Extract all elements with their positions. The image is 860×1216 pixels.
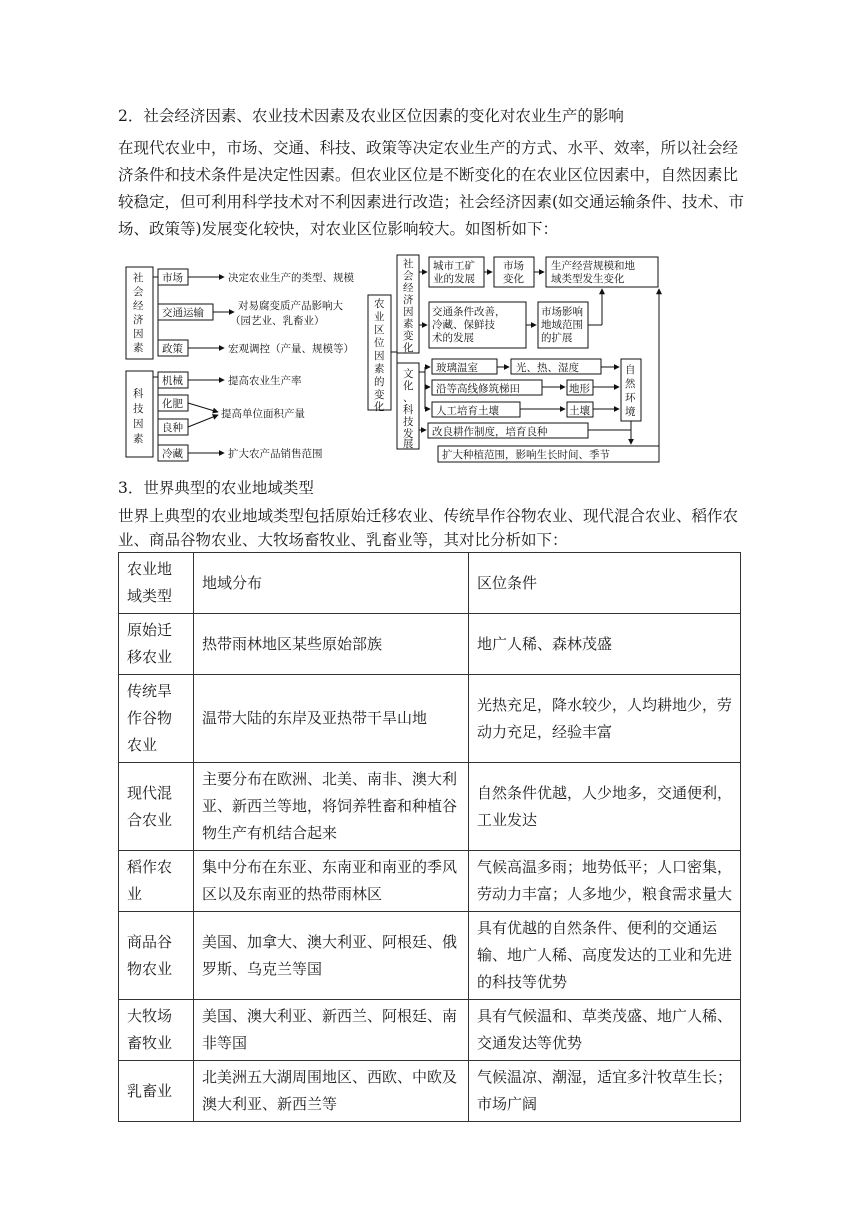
svg-text:素: 素 [374, 363, 385, 375]
svg-text:经: 经 [403, 282, 414, 294]
box-light-heat: 光、热、湿度 [516, 362, 579, 374]
svg-text:境: 境 [625, 406, 636, 418]
svg-text:因: 因 [133, 328, 144, 340]
section2-para-line-1: 在现代农业中，市场、交通、科技、政策等决定农业生产的方式、水平、效率，所以社会经 [118, 139, 739, 157]
row-type: 稻作农业 [119, 851, 194, 912]
table-row [119, 1000, 741, 1061]
svg-text:素: 素 [133, 433, 144, 445]
box-terrace: 沿等高线修筑梯田 [436, 383, 520, 395]
left-group1-label [133, 271, 144, 354]
svg-text:展: 展 [403, 438, 414, 450]
row-conditions: 光热充足，降水较少，人均耕地少，劳动力充足，经验丰富 [469, 675, 741, 763]
svg-text:发: 发 [403, 428, 414, 440]
agriculture-types-table [118, 552, 741, 1122]
svg-text:济: 济 [133, 314, 144, 326]
effect-yield: 提高单位面积产量 [221, 408, 305, 420]
svg-text:、: 、 [403, 392, 414, 404]
table-header-row [119, 553, 741, 614]
svg-text:然: 然 [625, 378, 636, 390]
svg-text:科: 科 [133, 388, 144, 400]
row-distribution: 集中分布在东亚、东南亚和南亚的季风区以及东南亚的热带雨林区 [194, 851, 469, 912]
row-distribution: 温带大陆的东岸及亚热带干旱山地 [194, 675, 469, 763]
header-distribution: 地域分布 [194, 553, 469, 614]
svg-text:环: 环 [625, 392, 636, 404]
svg-text:农: 农 [374, 298, 385, 310]
svg-text:因: 因 [133, 418, 144, 430]
header-conditions: 区位条件 [469, 553, 741, 614]
table-row [119, 675, 741, 763]
box-transport-1: 交通条件改善， [432, 306, 506, 318]
tech-development-label [403, 368, 414, 450]
svg-text:变: 变 [374, 389, 385, 401]
effect-market: 决定农业生产的类型、规模 [228, 272, 354, 284]
box-market-range-3: 的扩展 [541, 332, 573, 344]
table-row [119, 912, 741, 1000]
section2-para-line-2: 济条件和技术条件是决定性因素。但农业区位是不断变化的在农业区位因素中，自然因素比 [118, 166, 739, 184]
left-group2-label [133, 387, 144, 445]
row-distribution: 美国、澳大利亚、新西兰、阿根廷、南非等国 [194, 1000, 469, 1061]
box-city-1: 城市工矿 [433, 260, 475, 272]
box-transport-2: 冷藏、保鲜技 [432, 319, 495, 331]
svg-text:变: 变 [403, 330, 414, 342]
box-result-1: 生产经营规模和地 [551, 260, 635, 272]
row-conditions: 地广人稀、森林茂盛 [469, 614, 741, 675]
root-label [374, 297, 385, 413]
table-row [119, 1061, 741, 1122]
svg-text:社: 社 [403, 258, 414, 270]
svg-text:位: 位 [374, 337, 385, 349]
svg-text:化: 化 [403, 380, 414, 392]
svg-text:会: 会 [403, 270, 414, 282]
box-market-1: 市场 [503, 260, 524, 272]
row-type: 原始迁移农业 [119, 614, 194, 675]
factor-machinery: 机械 [162, 375, 183, 387]
factor-fertilizer: 化肥 [162, 398, 183, 410]
factor-market: 市场 [162, 272, 183, 284]
box-terrain: 地形 [569, 383, 590, 395]
row-type: 商品谷物农业 [119, 912, 194, 1000]
row-distribution: 北美洲五大湖周围地区、西欧、中欧及澳大利亚、新西兰等 [194, 1061, 469, 1122]
section2-para-line-4: 场、政策等)发展变化较快，对农业区位影响较大。如图析如下： [118, 220, 559, 238]
factor-policy: 政策 [162, 343, 183, 355]
svg-text:技: 技 [403, 416, 414, 428]
svg-text:业: 业 [374, 311, 385, 323]
box-city-2: 业的发展 [433, 273, 475, 285]
effect-machinery: 提高农业生产率 [228, 375, 302, 387]
svg-text:济: 济 [403, 294, 414, 306]
section2-para-line-3: 较稳定，但可利用科学技术对不利因素进行改造；社会经济因素(如交通运输条件、技术、市 [118, 193, 745, 211]
svg-text:区: 区 [374, 324, 385, 336]
svg-text:化: 化 [374, 401, 385, 413]
box-market-2: 变化 [503, 273, 524, 285]
svg-text:文: 文 [403, 368, 414, 380]
box-result-2: 域类型发生变化 [551, 273, 625, 285]
table-row [119, 763, 741, 851]
svg-text:因: 因 [374, 350, 385, 362]
effect-cold-storage: 扩大农产品销售范围 [228, 448, 323, 460]
socio-change-label [403, 257, 414, 354]
svg-text:素: 素 [403, 318, 414, 330]
section3-para-line-2: 业、商品谷物农业、大牧场畜牧业、乳畜业等，其对比分析如下： [118, 531, 568, 549]
svg-text:自: 自 [625, 364, 636, 376]
svg-text:的: 的 [374, 376, 385, 388]
row-distribution: 美国、加拿大、澳大利亚、阿根廷、俄罗斯、乌克兰等国 [194, 912, 469, 1000]
factor-seed: 良种 [162, 422, 183, 434]
row-type: 传统旱作谷物农业 [119, 675, 194, 763]
svg-text:社: 社 [133, 272, 144, 284]
row-conditions: 具有气候温和、草类茂盛、地广人稀、交通发达等优势 [469, 1000, 741, 1061]
svg-text:素: 素 [133, 342, 144, 354]
row-conditions: 气候高温多雨；地势低平；人口密集，劳动力丰富；人多地少，粮食需求量大 [469, 851, 741, 912]
table-row [119, 614, 741, 675]
svg-text:科: 科 [403, 404, 414, 416]
svg-text:因: 因 [403, 306, 414, 318]
section3-para-line-1: 世界上典型的农业地域类型包括原始迁移农业、传统旱作谷物农业、现代混合农业、稻作农 [118, 507, 739, 525]
row-type: 乳畜业 [119, 1061, 194, 1122]
svg-text:技: 技 [133, 403, 144, 415]
table-row [119, 851, 741, 912]
box-expand: 扩大种植范围，影响生长时间、季节 [442, 449, 610, 461]
row-distribution: 热带雨林地区某些原始部族 [194, 614, 469, 675]
box-greenhouse: 玻璃温室 [436, 362, 478, 374]
row-type: 大牧场畜牧业 [119, 1000, 194, 1061]
row-conditions: 自然条件优越，人少地多，交通便利，工业发达 [469, 763, 741, 851]
svg-text:化: 化 [403, 342, 414, 354]
row-conditions: 具有优越的自然条件、便利的交通运输、地广人稀、高度发达的工业和先进的科技等优势 [469, 912, 741, 1000]
svg-text:经: 经 [133, 300, 144, 312]
factor-transport: 交通运输 [162, 307, 204, 319]
row-distribution: 主要分布在欧洲、北美、南非、澳大利亚、新西兰等地，将饲养牲畜和种植谷物生产有机结合起来 [194, 763, 469, 851]
box-reform: 改良耕作制度，培育良种 [432, 426, 548, 438]
header-type: 农业地域类型 [119, 553, 194, 614]
box-natural-env [625, 363, 636, 418]
section2-heading: 2．社会经济因素、农业技术因素及农业区位因素的变化对农业生产的影响 [118, 107, 624, 125]
section3-heading: 3．世界典型的农业地域类型 [118, 479, 314, 497]
box-market-range-2: 地域范围 [541, 319, 583, 331]
svg-text:会: 会 [133, 286, 144, 298]
row-conditions: 气候温凉、潮湿，适宜多汁牧草生长；市场广阔 [469, 1061, 741, 1122]
box-transport-3: 术的发展 [432, 332, 474, 344]
row-type: 现代混合农业 [119, 763, 194, 851]
effect-transport: 对易腐变质产品影响大 [238, 300, 343, 312]
box-soil: 土壤 [569, 405, 590, 417]
agriculture-factors-diagram [118, 247, 663, 469]
box-soil-build: 人工培育土壤 [436, 405, 499, 417]
factor-cold-storage: 冷藏 [162, 448, 183, 460]
box-market-range-1: 市场影响 [541, 306, 583, 318]
effect-transport-2: （园艺业、乳畜业） [230, 315, 325, 327]
effect-policy: 宏观调控（产量、规模等） [228, 343, 354, 355]
